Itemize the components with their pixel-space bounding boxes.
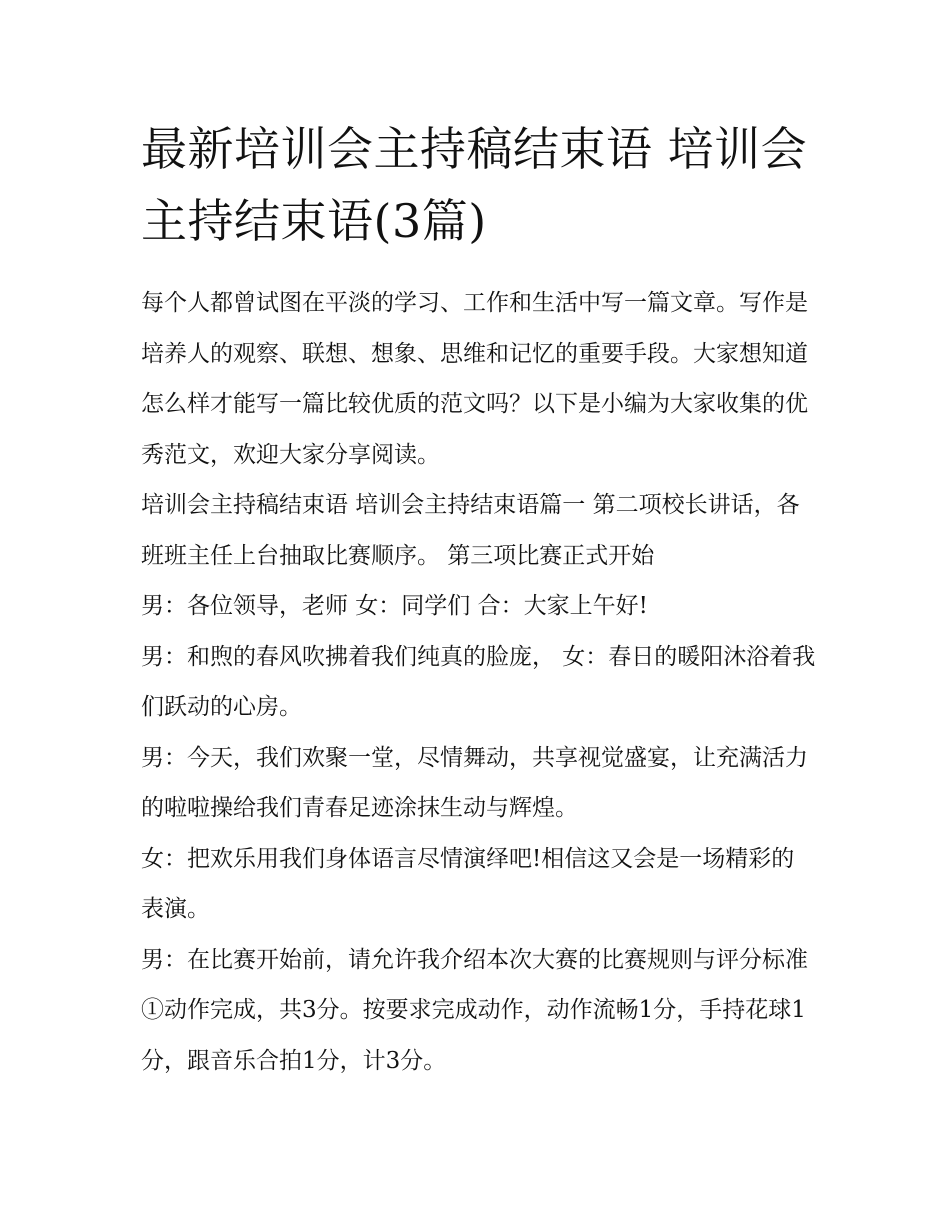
document-body [141,278,817,1086]
document-title: 最新培训会主持稿结束语 培训会主持结束语(3篇) [141,122,808,248]
paragraph-5: 男：今天，我们欢聚一堂，尽情舞动，共享视觉盛宴，让充满活力的啦啦操给我们青春足迹涂抹生动与辉煌。 [141,744,808,821]
paragraph-7: 男：在比赛开始前，请允许我介绍本次大赛的比赛规则与评分标准①动作完成，共3分。按要求完成动作，动作流畅1分，手持花球1分，跟音乐合拍1分，计3分。 [141,946,808,1074]
intro-paragraph: 每个人都曾试图在平淡的学习、工作和生活中写一篇文章。写作是培养人的观察、联想、想象、思维和记忆的重要手段。大家想知道怎么样才能写一篇比较优质的范文吗？以下是小编为大家收集的优秀范文，欢迎大家分享阅读。 [141,290,808,468]
paragraph-3: 男：各位领导，老师 女：同学们 合：大家上午好! [141,593,648,619]
paragraph-6: 女：把欢乐用我们身体语言尽情演绎吧!相信这又会是一场精彩的表演。 [141,845,795,922]
paragraph-4: 男：和煦的春风吹拂着我们纯真的脸庞， 女：春日的暖阳沐浴着我们跃动的心房。 [141,643,816,720]
paragraph-2: 培训会主持稿结束语 培训会主持结束语篇一 第二项校长讲话，各班班主任上台抽取比赛顺序。 第三项比赛正式开始 [141,492,800,569]
